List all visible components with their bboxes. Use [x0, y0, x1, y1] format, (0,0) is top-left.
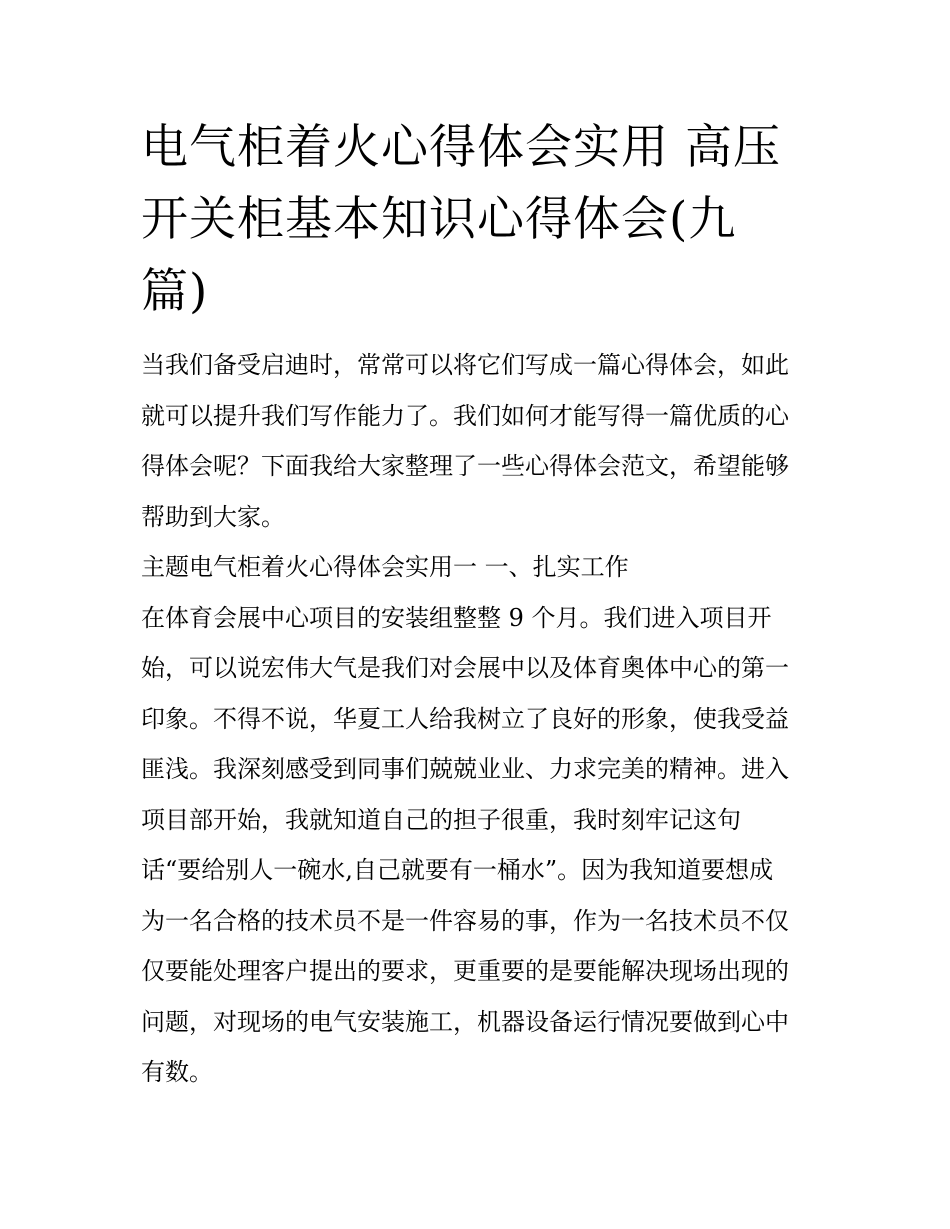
body-line: 话“要给别人一碗水,自己就要有一桶水”。因为我知道要想成: [141, 856, 774, 884]
title-line: 电气柜着火心得体会实用 高压: [141, 120, 781, 175]
body-paragraph: [141, 593, 821, 1098]
body-line: 为一名合格的技术员不是一件容易的事，作为一名技术员不仅: [141, 906, 789, 935]
body-line: 在体育会展中心项目的安装组整整 9 个月。我们进入项目开: [141, 603, 772, 632]
body-line: 项目部开始，我就知道自己的担子很重，我时刻牢记这句: [141, 805, 741, 834]
title-line: 篇): [141, 264, 209, 319]
intro-paragraph: [141, 340, 821, 542]
body-line: 仅要能处理客户提出的要求，更重要的是要能解决现场出现的: [141, 957, 789, 985]
intro-line: 当我们备受启迪时，常常可以将它们写成一篇心得体会，如此: [141, 351, 789, 379]
section-heading: 主题电气柜着火心得体会实用一 一、扎实工作: [141, 553, 629, 581]
body-line: 印象。不得不说，华夏工人给我树立了良好的形象，使我受益: [141, 704, 789, 733]
intro-line: 得体会呢？下面我给大家整理了一些心得体会范文，希望能够: [141, 452, 789, 480]
intro-line: 帮助到大家。: [141, 502, 285, 531]
intro-line: 就可以提升我们写作能力了。我们如何才能写得一篇优质的心: [141, 401, 789, 430]
title-line: 开关柜基本知识心得体会(九: [141, 192, 737, 247]
document-page: [141, 112, 821, 1098]
body-line: 有数。: [141, 1058, 213, 1086]
document-title: [141, 112, 821, 328]
body-line: 匪浅。我深刻感受到同事们兢兢业业、力求完美的精神。进入: [141, 755, 789, 783]
body-line: 始，可以说宏伟大气是我们对会展中以及体育奥体中心的第一: [141, 654, 789, 682]
body-line: 问题，对现场的电气安装施工，机器设备运行情况要做到心中: [141, 1007, 789, 1036]
